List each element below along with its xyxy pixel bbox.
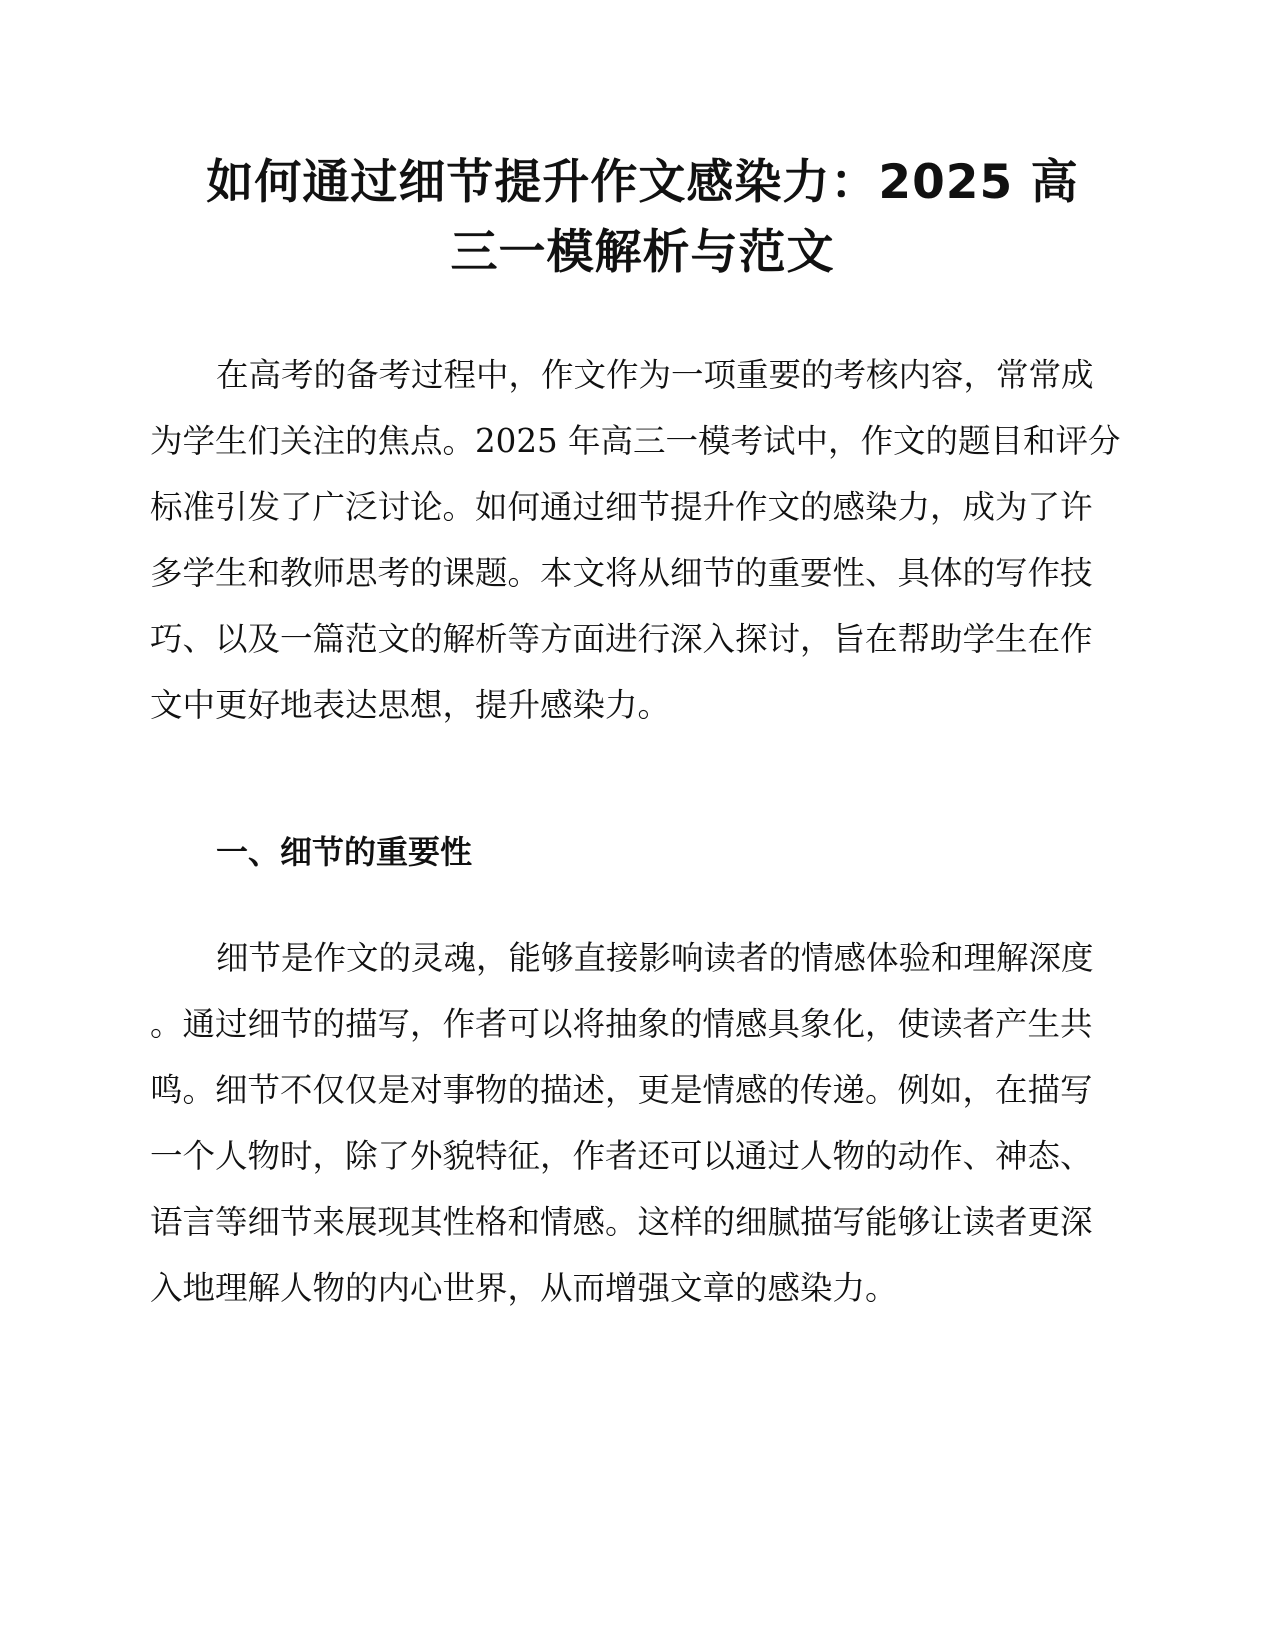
intro-line-4: 多学生和教师思考的课题。本文将从细节的重要性、具体的写作技 <box>150 554 1093 592</box>
section1-paragraph <box>150 925 1130 1321</box>
document-title <box>150 148 1135 288</box>
title-line-2: 三一模解析与范文 <box>450 225 835 280</box>
intro-line-1: 在高考的备考过程中，作文作为一项重要的考核内容，常常成 <box>216 356 1094 394</box>
section1-line-3: 鸣。细节不仅仅是对事物的描述，更是情感的传递。例如，在描写 <box>150 1071 1093 1109</box>
title-line-1: 如何通过细节提升作文感染力：2025 高 <box>206 155 1079 210</box>
section1-line-5: 语言等细节来展现其性格和情感。这样的细腻描写能够让读者更深 <box>150 1203 1093 1241</box>
intro-line-6: 文中更好地表达思想，提升感染力。 <box>150 686 671 724</box>
section1-line-6: 入地理解人物的内心世界，从而增强文章的感染力。 <box>150 1269 898 1307</box>
section1-line-2: 。通过细节的描写，作者可以将抽象的情感具象化，使读者产生共 <box>150 1005 1093 1043</box>
intro-paragraph <box>150 342 1130 738</box>
section1-line-4: 一个人物时，除了外貌特征，作者还可以通过人物的动作、神态、 <box>150 1137 1093 1175</box>
intro-line-3: 标准引发了广泛讨论。如何通过细节提升作文的感染力，成为了许 <box>150 488 1093 526</box>
section-heading-importance: 一、细节的重要性 <box>216 833 473 871</box>
intro-line-2: 为学生们关注的焦点。2025 年高三一模考试中，作文的题目和评分 <box>150 422 1121 460</box>
section1-line-1: 细节是作文的灵魂，能够直接影响读者的情感体验和理解深度 <box>216 939 1094 977</box>
intro-line-5: 巧、以及一篇范文的解析等方面进行深入探讨，旨在帮助学生在作 <box>150 620 1093 658</box>
